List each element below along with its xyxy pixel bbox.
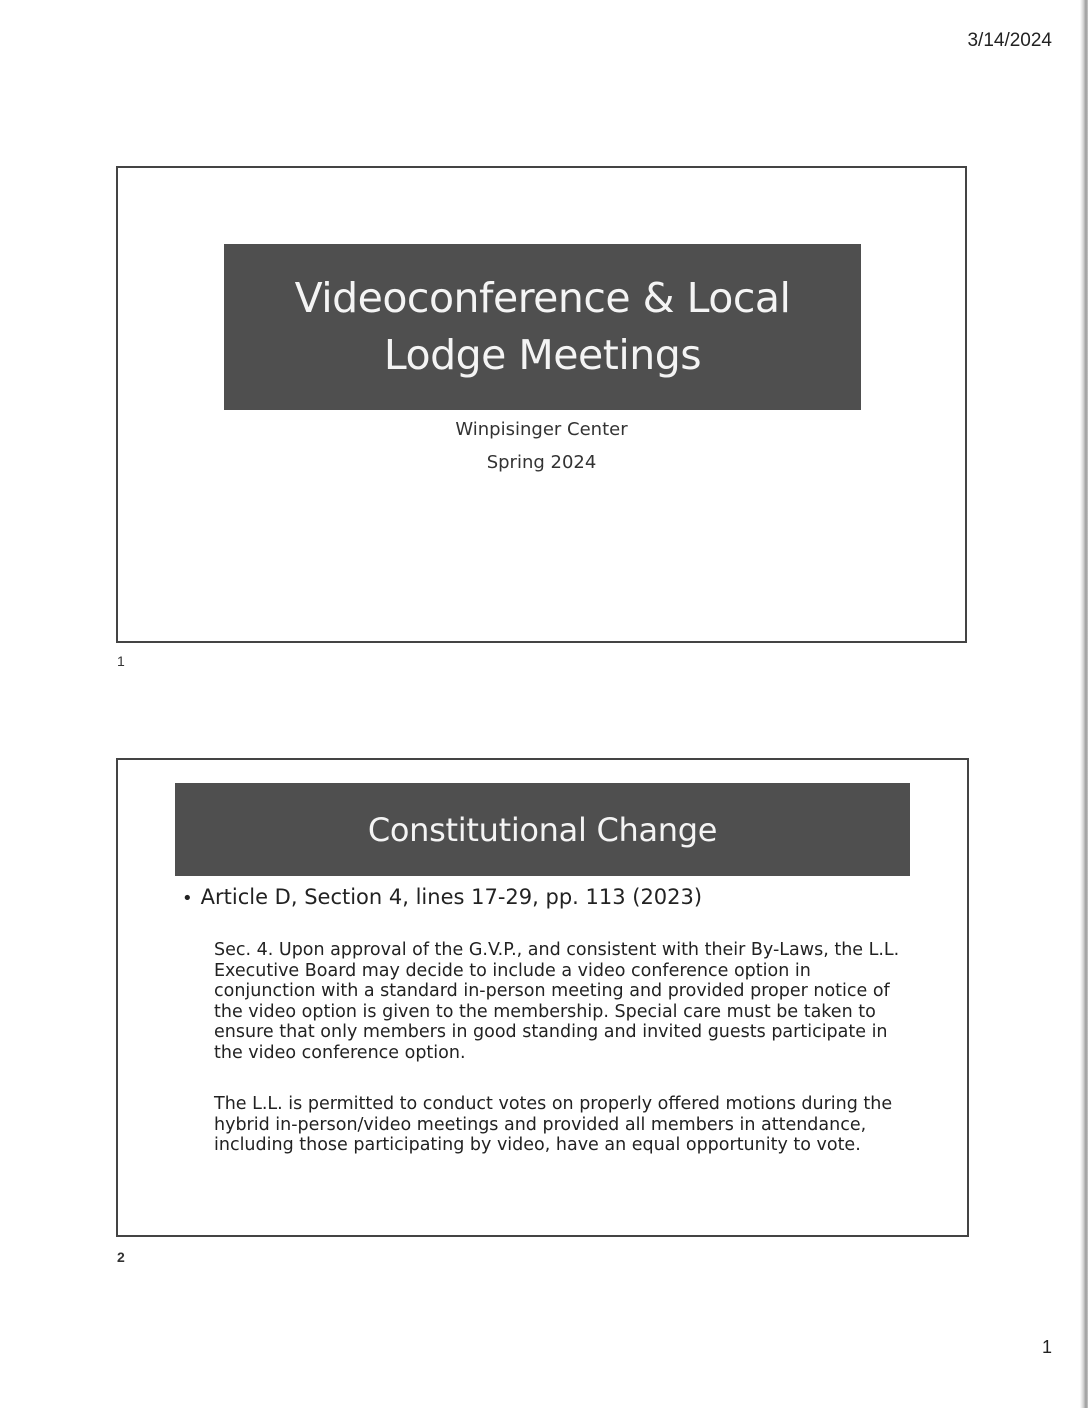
slide-1-subtitle-organization: Winpisinger Center (455, 419, 628, 440)
slide-2-paragraph-section-4: Sec. 4. Upon approval of the G.V.P., and consistent with their By-Laws, the L.L. Executive Board may decide to include a video conference option in conjunction with a standard in-person meeting and provided proper notice of the video option is given to the membership. Special care must be taken to ensure that only members in good standing and invited guests participate in the video conference option. (214, 940, 900, 1063)
slide-1-title-bar (224, 244, 861, 410)
slide-2-bullet (182, 885, 702, 909)
bullet-icon: • (182, 888, 193, 909)
slide-1-title: Videoconference & Local Lodge Meetings (294, 274, 791, 379)
slide-1-subtitle-term: Spring 2024 (486, 452, 597, 473)
slide-1 (116, 166, 967, 643)
scan-edge-shadow (1080, 0, 1088, 1408)
slide-2-number: 2 (117, 1249, 125, 1265)
slide-2-title-bar (175, 783, 910, 876)
page-date: 3/14/2024 (967, 30, 1052, 51)
slide-2-title: Constitutional Change (367, 810, 718, 849)
slide-1-number: 1 (117, 653, 125, 669)
slide-2 (116, 758, 969, 1237)
slide-2-bullet-text: Article D, Section 4, lines 17-29, pp. 113 (2023) (200, 885, 703, 909)
page-number: 1 (1041, 1337, 1052, 1357)
slide-2-paragraph-voting: The L.L. is permitted to conduct votes on properly offered motions during the hybrid in-person/video meetings and provided all members in attendance, including those participating by video, have an equal opportunity to vote. (214, 1094, 893, 1156)
